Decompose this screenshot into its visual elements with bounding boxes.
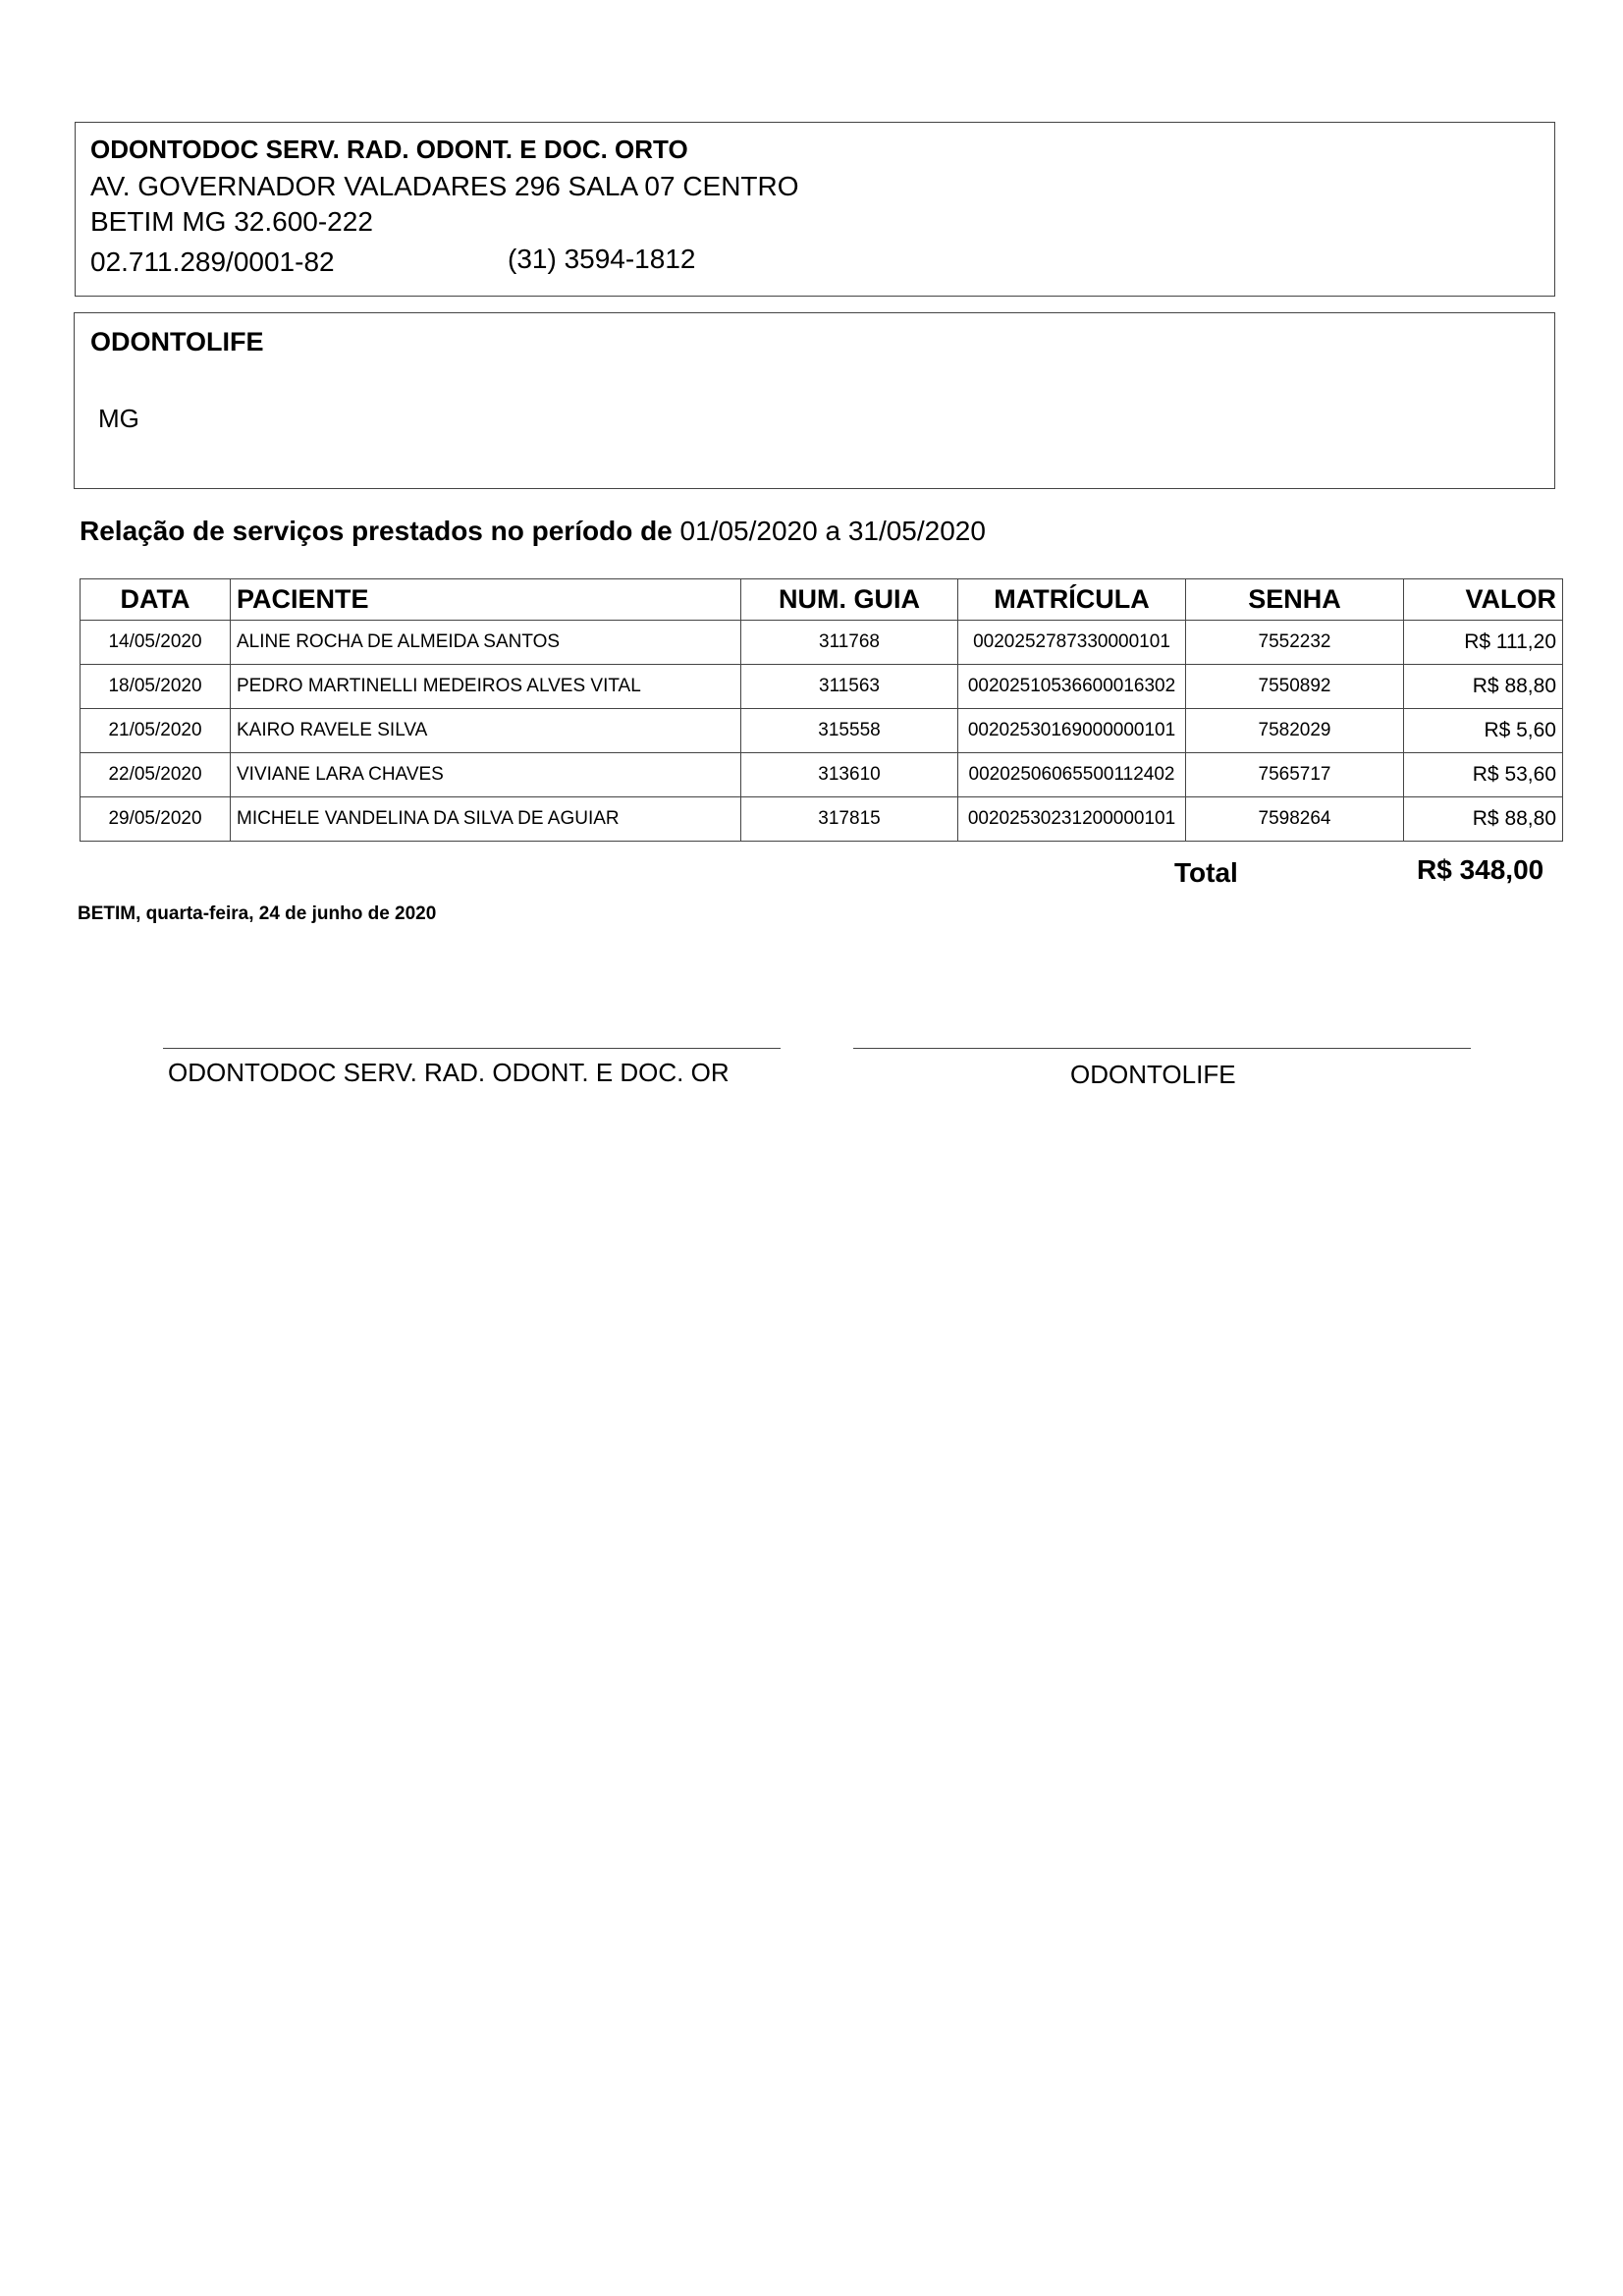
cell-guide-number: 311563 xyxy=(741,665,958,709)
place-date: BETIM, quarta-feira, 24 de junho de 2020 xyxy=(78,903,437,924)
provider-name: ODONTODOC SERV. RAD. ODONT. E DOC. ORTO xyxy=(90,135,688,164)
cell-patient: MICHELE VANDELINA DA SILVA DE AGUIAR xyxy=(231,797,741,842)
cell-patient: KAIRO RAVELE SILVA xyxy=(231,709,741,753)
table-row xyxy=(81,665,1563,709)
header-num-guia: NUM. GUIA xyxy=(741,579,958,621)
signature-line-client xyxy=(853,1048,1471,1049)
cell-date: 21/05/2020 xyxy=(81,709,231,753)
cell-patient: ALINE ROCHA DE ALMEIDA SANTOS xyxy=(231,621,741,665)
client-box xyxy=(74,312,1555,489)
period-start: 01/05/2020 xyxy=(679,516,818,546)
header-paciente: PACIENTE xyxy=(231,579,741,621)
cell-patient: VIVIANE LARA CHAVES xyxy=(231,753,741,797)
cell-password: 7598264 xyxy=(1186,797,1404,842)
period-end: 31/05/2020 xyxy=(847,516,986,546)
cell-value: R$ 53,60 xyxy=(1404,753,1563,797)
period-heading xyxy=(80,516,986,547)
cell-patient: PEDRO MARTINELLI MEDEIROS ALVES VITAL xyxy=(231,665,741,709)
header-matricula: MATRÍCULA xyxy=(958,579,1186,621)
cell-date: 22/05/2020 xyxy=(81,753,231,797)
cell-date: 14/05/2020 xyxy=(81,621,231,665)
signature-line-provider xyxy=(163,1048,781,1049)
cell-password: 7582029 xyxy=(1186,709,1404,753)
provider-box xyxy=(75,122,1555,297)
cell-registration: 00202510536600016302 xyxy=(958,665,1186,709)
cell-value: R$ 88,80 xyxy=(1404,797,1563,842)
table-row xyxy=(81,709,1563,753)
table-row xyxy=(81,797,1563,842)
cell-registration: 00202530169000000101 xyxy=(958,709,1186,753)
provider-phone: (31) 3594-1812 xyxy=(508,244,696,274)
cell-password: 7565717 xyxy=(1186,753,1404,797)
cell-value: R$ 111,20 xyxy=(1404,621,1563,665)
cell-value: R$ 88,80 xyxy=(1404,665,1563,709)
provider-cnpj: 02.711.289/0001-82 xyxy=(90,246,335,277)
period-connector: a xyxy=(825,516,841,546)
services-table xyxy=(80,578,1563,842)
table-header-row xyxy=(81,579,1563,621)
cell-date: 29/05/2020 xyxy=(81,797,231,842)
cell-guide-number: 317815 xyxy=(741,797,958,842)
header-senha: SENHA xyxy=(1186,579,1404,621)
cell-password: 7550892 xyxy=(1186,665,1404,709)
period-label: Relação de serviços prestados no período de xyxy=(80,516,673,546)
table-row xyxy=(81,753,1563,797)
signature-name-client: ODONTOLIFE xyxy=(1070,1060,1236,1089)
provider-city: BETIM MG 32.600-222 xyxy=(90,206,373,237)
cell-registration: 00202530231200000101 xyxy=(958,797,1186,842)
cell-guide-number: 315558 xyxy=(741,709,958,753)
total-value: R$ 348,00 xyxy=(1417,854,1544,885)
cell-value: R$ 5,60 xyxy=(1404,709,1563,753)
total-label: Total xyxy=(1174,857,1238,888)
client-name: ODONTOLIFE xyxy=(90,327,264,356)
table-row xyxy=(81,621,1563,665)
header-data: DATA xyxy=(81,579,231,621)
signature-name-provider: ODONTODOC SERV. RAD. ODONT. E DOC. OR xyxy=(168,1058,730,1087)
cell-registration: 0020252787330000101 xyxy=(958,621,1186,665)
cell-date: 18/05/2020 xyxy=(81,665,231,709)
client-state: MG xyxy=(98,404,139,433)
cell-registration: 00202506065500112402 xyxy=(958,753,1186,797)
cell-guide-number: 311768 xyxy=(741,621,958,665)
provider-address: AV. GOVERNADOR VALADARES 296 SALA 07 CENTRO xyxy=(90,171,799,201)
cell-password: 7552232 xyxy=(1186,621,1404,665)
header-valor: VALOR xyxy=(1404,579,1563,621)
cell-guide-number: 313610 xyxy=(741,753,958,797)
